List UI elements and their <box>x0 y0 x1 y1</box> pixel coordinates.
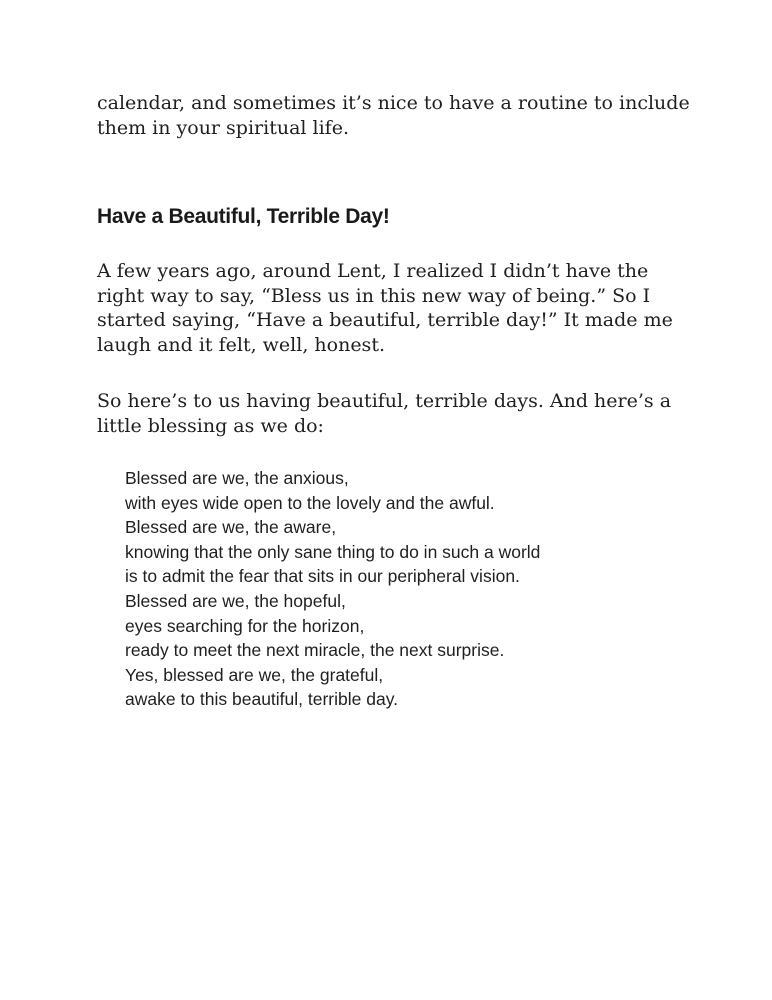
blessing-poem <box>125 466 540 712</box>
poem-line: awake to this beautiful, terrible day. <box>125 689 399 710</box>
paragraph-line: right way to say, “Bless us in this new way of being.” So I <box>97 284 651 307</box>
paragraph-line: laugh and it felt, well, honest. <box>97 333 385 356</box>
poem-line: knowing that the only sane thing to do in such a world <box>125 541 541 562</box>
poem-line: Blessed are we, the anxious, <box>125 468 349 488</box>
poem-line: with eyes wide open to the lovely and the awful. <box>125 492 495 513</box>
poem-line: eyes searching for the horizon, <box>125 615 365 636</box>
poem-line: is to admit the fear that sits in our peripheral vision. <box>125 566 520 587</box>
paragraph-lent <box>97 259 697 357</box>
paragraph-blessing-intro <box>97 389 697 438</box>
intro-line: calendar, and sometimes it’s nice to have a routine to include <box>97 92 690 114</box>
paragraph-line: A few years ago, around Lent, I realized I didn’t have the <box>97 260 649 282</box>
poem-line: ready to meet the next miracle, the next surprise. <box>125 640 505 661</box>
paragraph-line: started saying, “Have a beautiful, terrible day!” It made me <box>97 309 673 331</box>
intro-paragraph <box>97 91 697 140</box>
poem-line: Blessed are we, the aware, <box>125 517 337 538</box>
paragraph-line: little blessing as we do: <box>97 414 324 437</box>
poem-line: Yes, blessed are we, the grateful, <box>125 664 384 685</box>
poem-line: Blessed are we, the hopeful, <box>125 590 346 611</box>
paragraph-line: So here’s to us having beautiful, terrible days. And here’s a <box>97 390 672 412</box>
intro-line: them in your spiritual life. <box>97 116 349 139</box>
section-heading: Have a Beautiful, Terrible Day! <box>97 205 390 228</box>
